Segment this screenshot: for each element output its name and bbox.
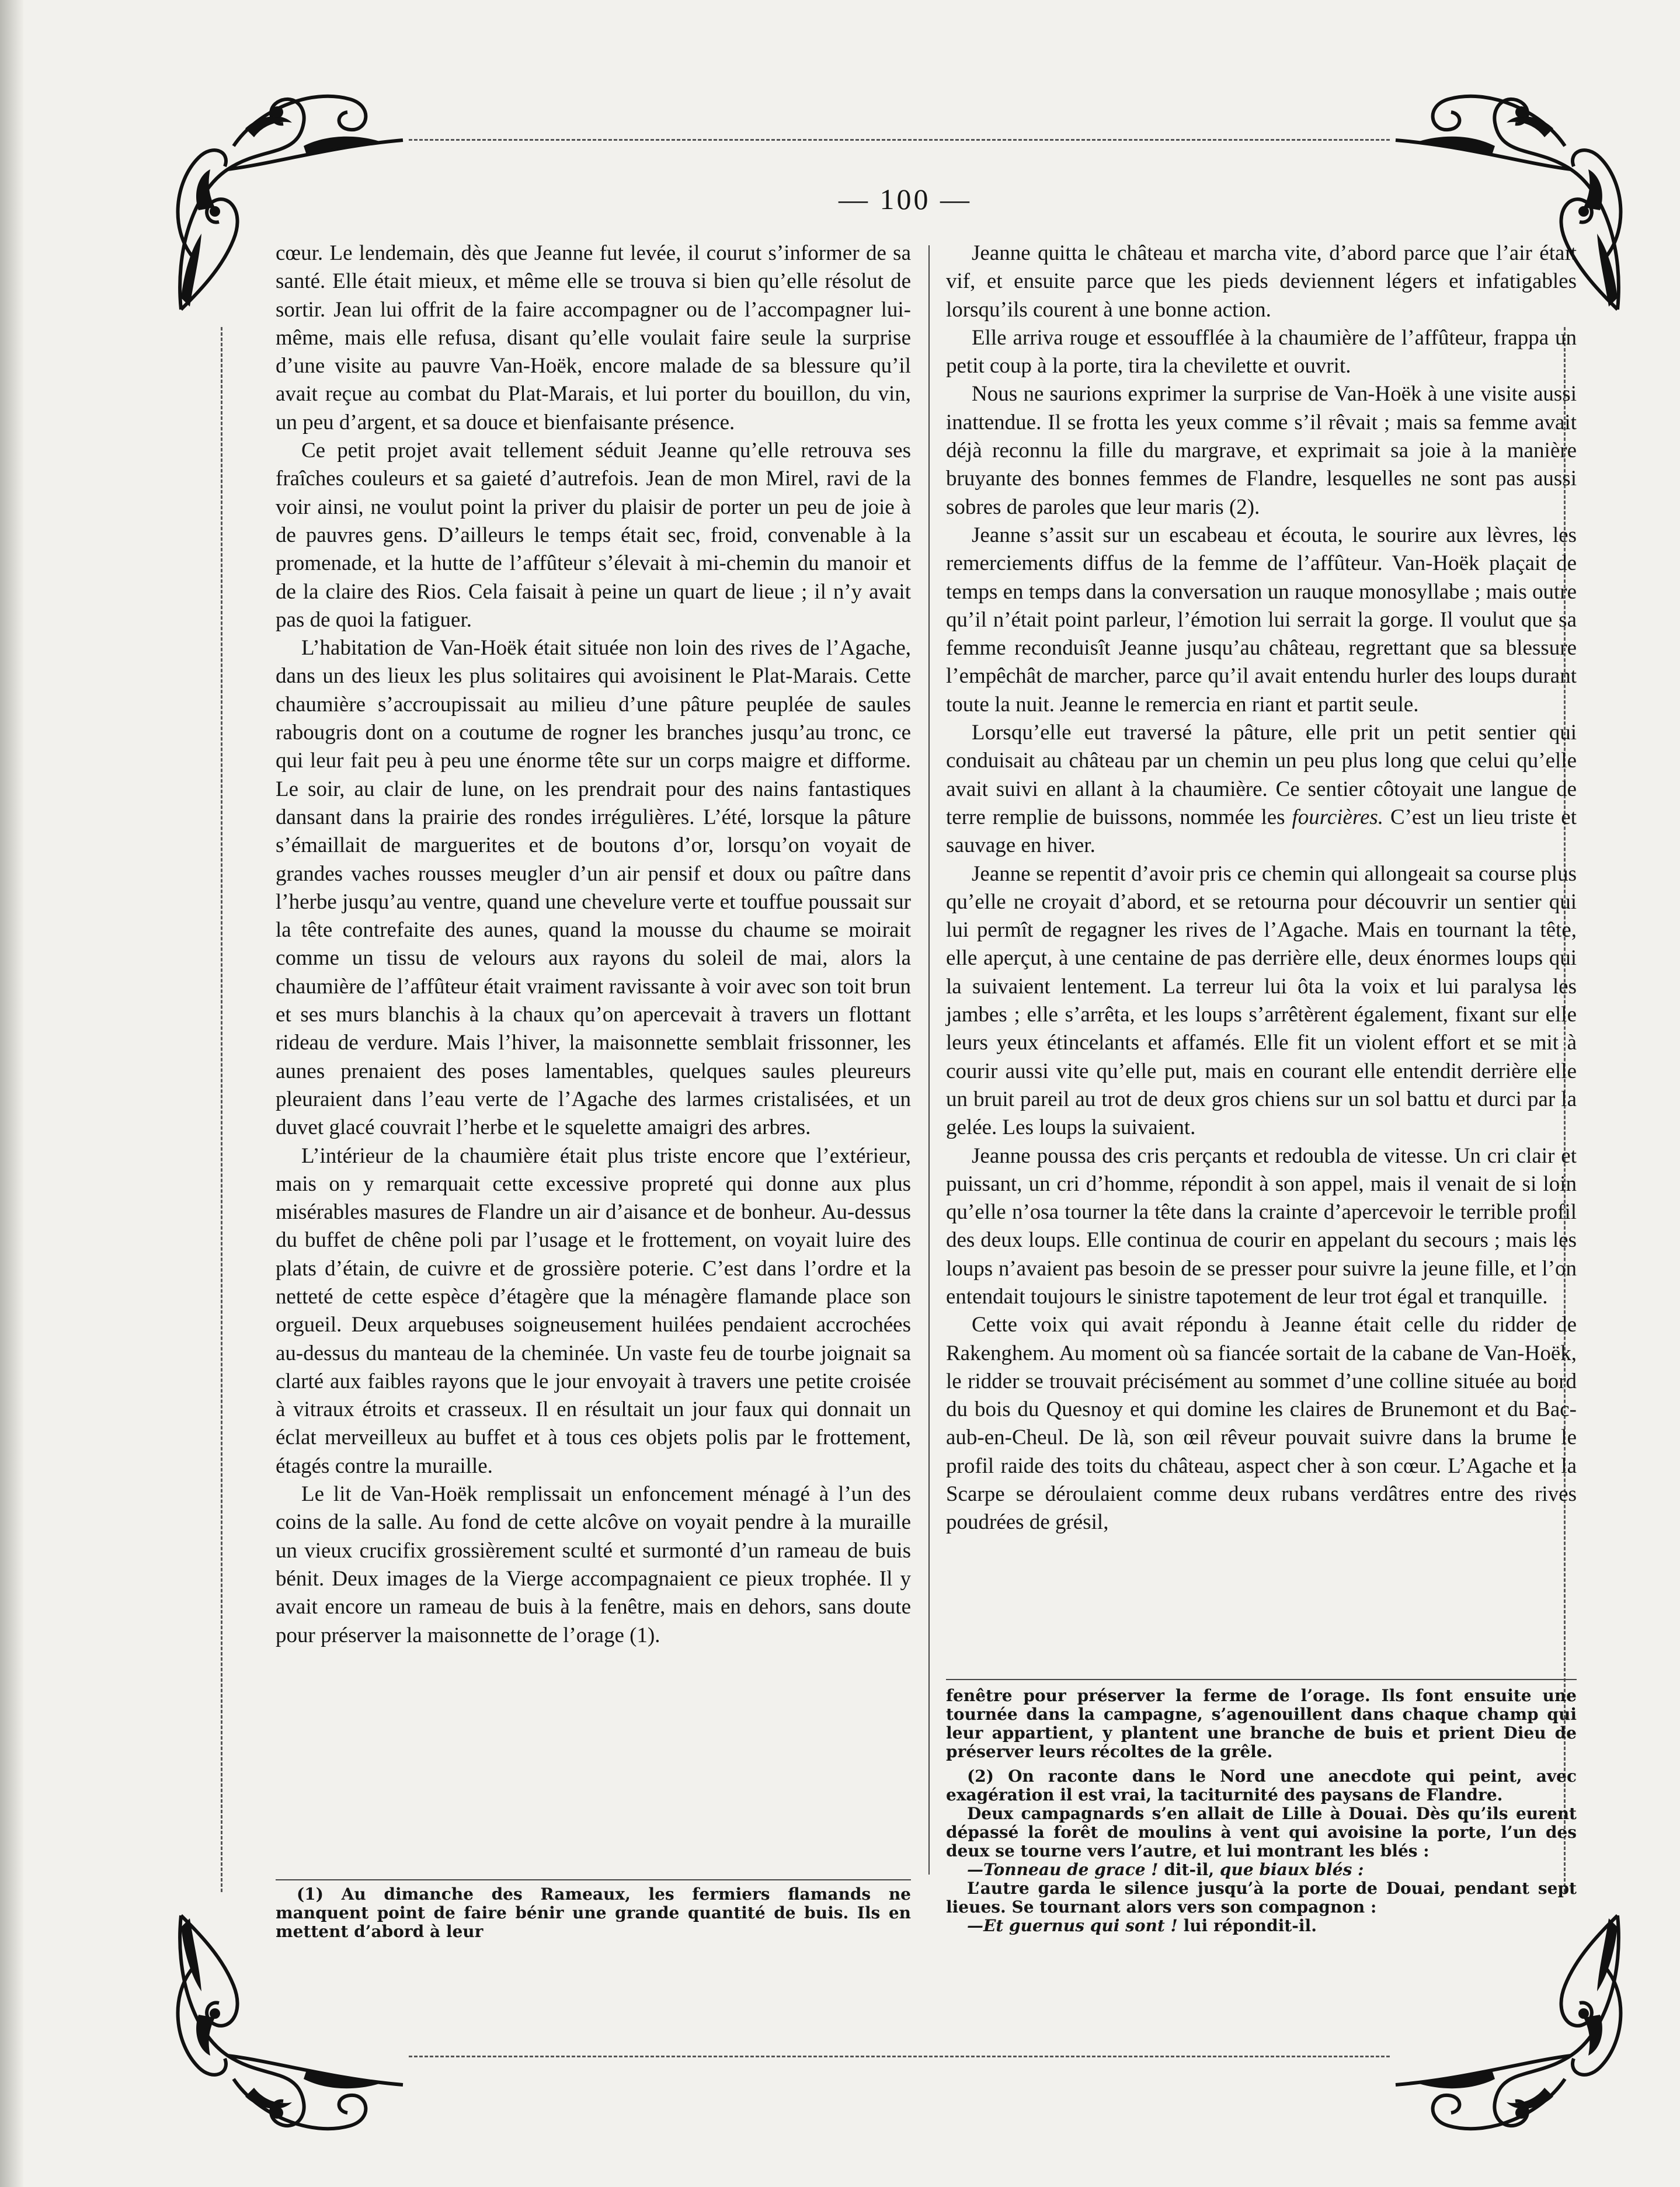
paragraph: Elle arriva rouge et essoufflée à la chaumière de l’affûteur, frappa un petit coup à la porte, tira la chevilette et ouvrit. [946,325,1577,378]
footnote-text: (1) Au dimanche des Rameaux, les fermiers flamands ne manquent point de faire bénir une grande quantité de buis. Ils en mettent d’abord à leur [276,1884,911,1941]
paragraph: Nous ne saurions exprimer la surprise de Van-Hoëk à une visite aussi inattendue. Il se frotta les yeux comme s’il rêvait ; mais sa femme avait déjà reconnu la fille du margrave, et exprimait sa joie à la manière bruyante des bonnes femmes de Flandre, lesquelles ne sont pas aussi sobres de paroles que leur maris (2). [946,382,1577,519]
paragraph [946,719,1577,860]
paragraph: Ce petit projet avait tellement séduit Jeanne qu’elle retrouva ses fraîches couleurs et sa gaieté d’autrefois. Jean de mon Mirel, ravi de la voir ainsi, ne voulut point la priver du plaisir de porter un peu de joie à de pauvres gens. D’ailleurs le temps était sec, froid, convenable à la promenade, et la hutte de l’affûteur s’élevait à mi-chemin du manoir et de la claire des Rios. Cela faisait à peine un quart de lieue ; il n’y avait pas de quoi la fatiguer. [276,439,911,632]
footnotes-right [946,1687,1577,1935]
paragraph: Jeanne s’assit sur un escabeau et écouta, le sourire aux lèvres, les remerciements diffus de la femme de l’affûteur. Van-Hoëk plaçait de temps en temps dans la conversation un rauque monosyllabe ; mais outre qu’il n’était point parleur, l’émotion lui serrait la gorge. Il voulut que sa femme reconduisît Jeanne jusqu’au château, regrettant que sa blessure l’empêchât de marcher, parce qu’il avait entendu hurler des loups durant toute la nuit. Jeanne le remercia en riant et partit seule. [946,523,1577,717]
frame-border-bottom [409,2056,1390,2057]
paragraph-text: C’est un lieu triste et sauvage en hiver. [946,805,1577,858]
paragraph: Le lit de Van-Hoëk remplissait un enfoncement ménagé à l’un des coins de la salle. Au fond de cette alcôve on voyait pendre à la muraille un vieux crucifix grossièrement sculté et surmonté d’un rameau de buis bénit. Deux images de la Vierge accompagnaient ce pieux trophée. Il y avait encore un rameau de buis à la fenêtre, mais en dehors, sans doute pour préserver la maisonnette de l’orage (1). [276,1482,911,1647]
paragraph: Jeanne poussa des cris perçants et redoubla de vitesse. Un cri clair et puissant, un cri d’homme, répondit à son appel, mais il venait de si loin qu’elle n’osa tourner la tête dans la crainte d’apercevoir le terrible profil des deux loups. Elle continua de courir en appelant du secours ; mais les loups n’avaient pas besoin de se presser pour suivre la jeune fille, et l’on entendait toujours le sinistre tapotement de leur trot égal et tranquille. [946,1143,1577,1309]
column-divider [928,245,930,1875]
paragraph: Cette voix qui avait répondu à Jeanne était celle du ridder de Rakenghem. Au moment où sa fiancée sortait de la cabane de Van-Hoëk, le ridder se trouvait précisément au sommet d’une colline située au bord du bois du Quesnoy et qui domine les claires de Brunemont et du Bac-aub-en-Cheul. De là, son œil rêveur pouvait suivre dans la brume le profil raide des toits du château, aspect cher à son cœur. L’Agache et la Scarpe se déroulaient comme deux rubans verdâtres entre des rives poudrées de grésil, [946,1313,1577,1535]
frame-border-left [221,327,222,1892]
page-edge-shadow [0,0,23,2187]
footnote-2: (2) On raconte dans le Nord une anecdote qui peint, avec exagération il est vrai, la taciturnité des paysans de Flandre. [946,1767,1577,1804]
quote-normal: dit-il, [1164,1860,1220,1879]
quote-italic: —Tonneau de grace ! [967,1860,1164,1879]
left-column [276,239,911,1650]
footnote-2-story: Deux campagnards s’en allait de Lille à Douai. Dès qu’ils eurent dépassé la forêt de moulins à vent qui avoisine la porte, l’un des deux se tourne vers l’autre, et lui montrant les blés : [946,1804,1577,1861]
footnote-1-continued: fenêtre pour préserver la ferme de l’orage. Ils font ensuite une tournée dans la campagne, s’agenouillent dans chaque champ qui leur appartient, y plantent une branche de buis et prient Dieu de préserver leurs récoltes de la grêle. [946,1686,1577,1761]
paragraph-text: Lorsqu’elle eut traversé la pâture, elle prit un petit sentier qui conduisait au château par un chemin un peu plus long que celui qu’elle avait suivi en allant à la chaumière. Ce sentier côtoyait une langue de terre remplie de buissons, nommée les [946,721,1577,829]
footnote-rule [946,1679,1577,1680]
quote-italic: que biaux blés : [1219,1860,1364,1879]
footnote-1 [276,1885,911,1941]
footnote-rule [276,1879,911,1880]
right-column [946,239,1577,1537]
paragraph: Jeanne quitta le château et marcha vite, d’abord parce que l’air était vif, et ensuite parce que les pieds deviennent légers et infatigables lorsqu’ils courent à une bonne action. [946,241,1577,322]
footnote-2-story-2: L’autre garda le silence jusqu’à la porte de Douai, pendant sept lieues. Se tournant alors vers son compagnon : [946,1879,1577,1917]
quote-normal: lui répondit-il. [1183,1916,1317,1935]
paragraph: cœur. Le lendemain, dès que Jeanne fut levée, il courut s’informer de sa santé. Elle était mieux, et même elle se trouva si bien qu’elle résolut de sortir. Jean lui offrit de la faire accompagner ou de l’accompagner lui-même, mais elle refusa, disant qu’elle voulait faire seule la surprise d’une visite au pauvre Van-Hoëk, encore malade de sa blessure qu’il avait reçue au combat du Plat-Marais, et lui porter du bouillon, du vin, un peu d’argent, et sa douce et bienfaisante présence. [276,241,911,434]
quote-italic: —Et guernus qui sont ! [967,1916,1184,1935]
footnote-2-quote-2 [946,1917,1577,1935]
frame-border-top [409,139,1390,141]
paragraph: L’intérieur de la chaumière était plus triste encore que l’extérieur, mais on y remarquait cette excessive propreté qui donne aux plus misérables masures de Flandre un air d’aisance et de bonheur. Au-dessus du buffet de chêne poli par l’usage et le frottement, on voyait luire des plats d’étain, de cuivre et de grossière poterie. C’est dans l’ordre et la netteté de cette espèce d’étagère que la ménagère flamande place son orgueil. Deux arquebuses soigneusement huilées pendaient accrochées au-dessus du manteau de la cheminée. Un vaste feu de tourbe joignait sa clarté aux faibles rayons que le jour envoyait à travers une petite croisée à vitraux étroits et crasseux. Il en résultait un jour faux qui donnait un éclat merveilleux au buffet et à tous ces objets polis par le frottement, étagés contre la muraille. [276,1143,911,1478]
footnote-2-quote-1 [946,1861,1577,1879]
italic-term: fourcières. [1292,805,1384,829]
paragraph: Jeanne se repentit d’avoir pris ce chemin qui allongeait sa course plus qu’elle ne croyait d’abord, et se retourna pour découvrir un sentier qui lui permît de regagner les rives de l’Agache. Mais en tournant la tête, elle aperçut, à une centaine de pas derrière elle, deux énormes loups qui la suivaient lentement. La terreur lui ôta la voix et lui paralysa les jambes ; elle s’arrêta, et les loups s’arrêtèrent également, fixant sur elle leurs yeux étincelants et affamés. Elle fit un violent effort et se mit à courir aussi vite qu’elle put, mais en courant elle entendit derrière elle un bruit pareil au trot de deux gros chiens sur un sol battu et durci par la gelée. Les loups la suivaient. [946,861,1577,1140]
paragraph: L’habitation de Van-Hoëk était située non loin des rives de l’Agache, dans un des lieux les plus solitaires qui avoisinent le Plat-Marais. Cette chaumière s’accroupissait au milieu d’une pâture peuplée de saules rabougris dont on a coutume de rogner les branches jusqu’au tronc, ce qui leur fait peu à peu une énorme tête sur un corps maigre et difforme. Le soir, au clair de lune, on les prendrait pour des nains fantastiques dansant dans la prairie des rondes irrégulières. L’été, lorsque la pâture s’émaillait de marguerites et de boutons d’or, lorsqu’on voyait de grandes vaches rousses meugler d’un air pensif et doux ou paître dans l’herbe jusqu’au ventre, quand une chevelure verte et touffue poussait sur la tête contrefaite des aunes, quand la mousse du chaume se moirait comme un tissu de velours aux rayons du soleil de mai, alors la chaumière de l’affûteur était vraiment ravissante à voir avec son toit brun et ses murs blanchis à la chaux qu’on apercevait à travers un flottant rideau de verdure. Mais l’hiver, la maisonnette semblait frissonner, les aunes prenaient des poses lamentables, quelques saules pleureurs pleuraient dans l’eau verte de l’Agache des larmes cristalisées, et un duvet glacé couvrait l’herbe et le squelette amaigri des arbres. [276,636,911,1140]
page-number: — 100 — [839,183,972,215]
